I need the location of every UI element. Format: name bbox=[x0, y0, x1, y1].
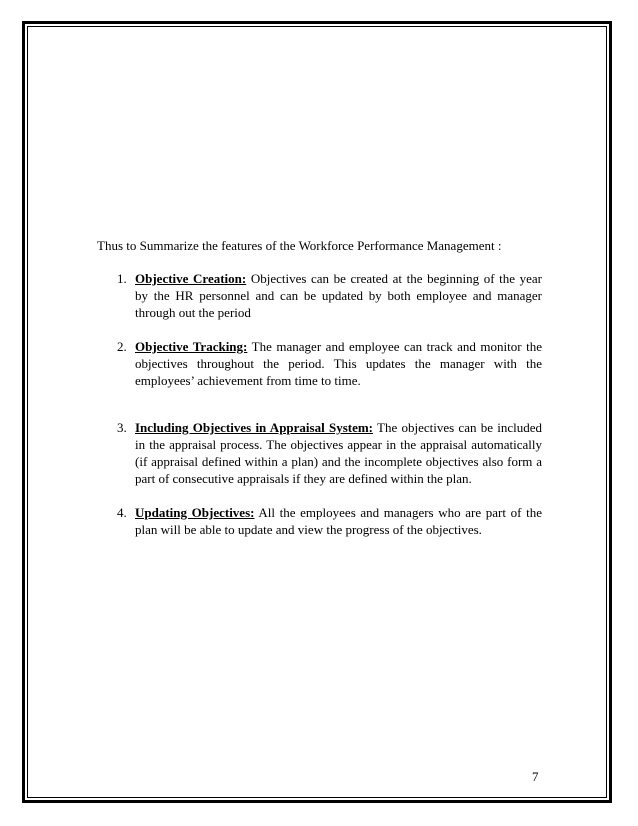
item-text: The objectives can be included in the appraisal process. The objectives appear in the appraisal automatically (if appraisal defined within a plan) and the incomplete objectives also form a part of consecutive appraisals if they are defined within the plan. bbox=[135, 420, 542, 486]
item-title: Updating Objectives: bbox=[135, 505, 255, 520]
feature-item-appraisal-system bbox=[97, 419, 542, 487]
feature-item-objective-tracking bbox=[97, 338, 542, 389]
document-body bbox=[97, 237, 542, 555]
item-number: 4. bbox=[117, 505, 127, 520]
feature-item-objective-creation bbox=[97, 270, 542, 321]
intro-paragraph: Thus to Summarize the features of the Workforce Performance Management : bbox=[97, 238, 502, 253]
item-number: 3. bbox=[117, 420, 127, 435]
item-number: 1. bbox=[117, 271, 127, 286]
item-number: 2. bbox=[117, 339, 127, 354]
item-title: Including Objectives in Appraisal System: bbox=[135, 420, 374, 435]
item-text: All the employees and managers who are part of the plan will be able to update and view the progress of the objectives. bbox=[135, 505, 542, 537]
item-title: Objective Creation: bbox=[135, 271, 247, 286]
item-title: Objective Tracking: bbox=[135, 339, 248, 354]
item-text: The manager and employee can track and monitor the objectives throughout the period. This updates the manager with the employees’ achievement from time to time. bbox=[135, 339, 542, 388]
item-text: Objectives can be created at the beginning of the year by the HR personnel and can be updated by both employee and manager through out the period bbox=[135, 271, 542, 320]
page-number: 7 bbox=[532, 769, 539, 784]
feature-item-updating-objectives bbox=[97, 504, 542, 538]
